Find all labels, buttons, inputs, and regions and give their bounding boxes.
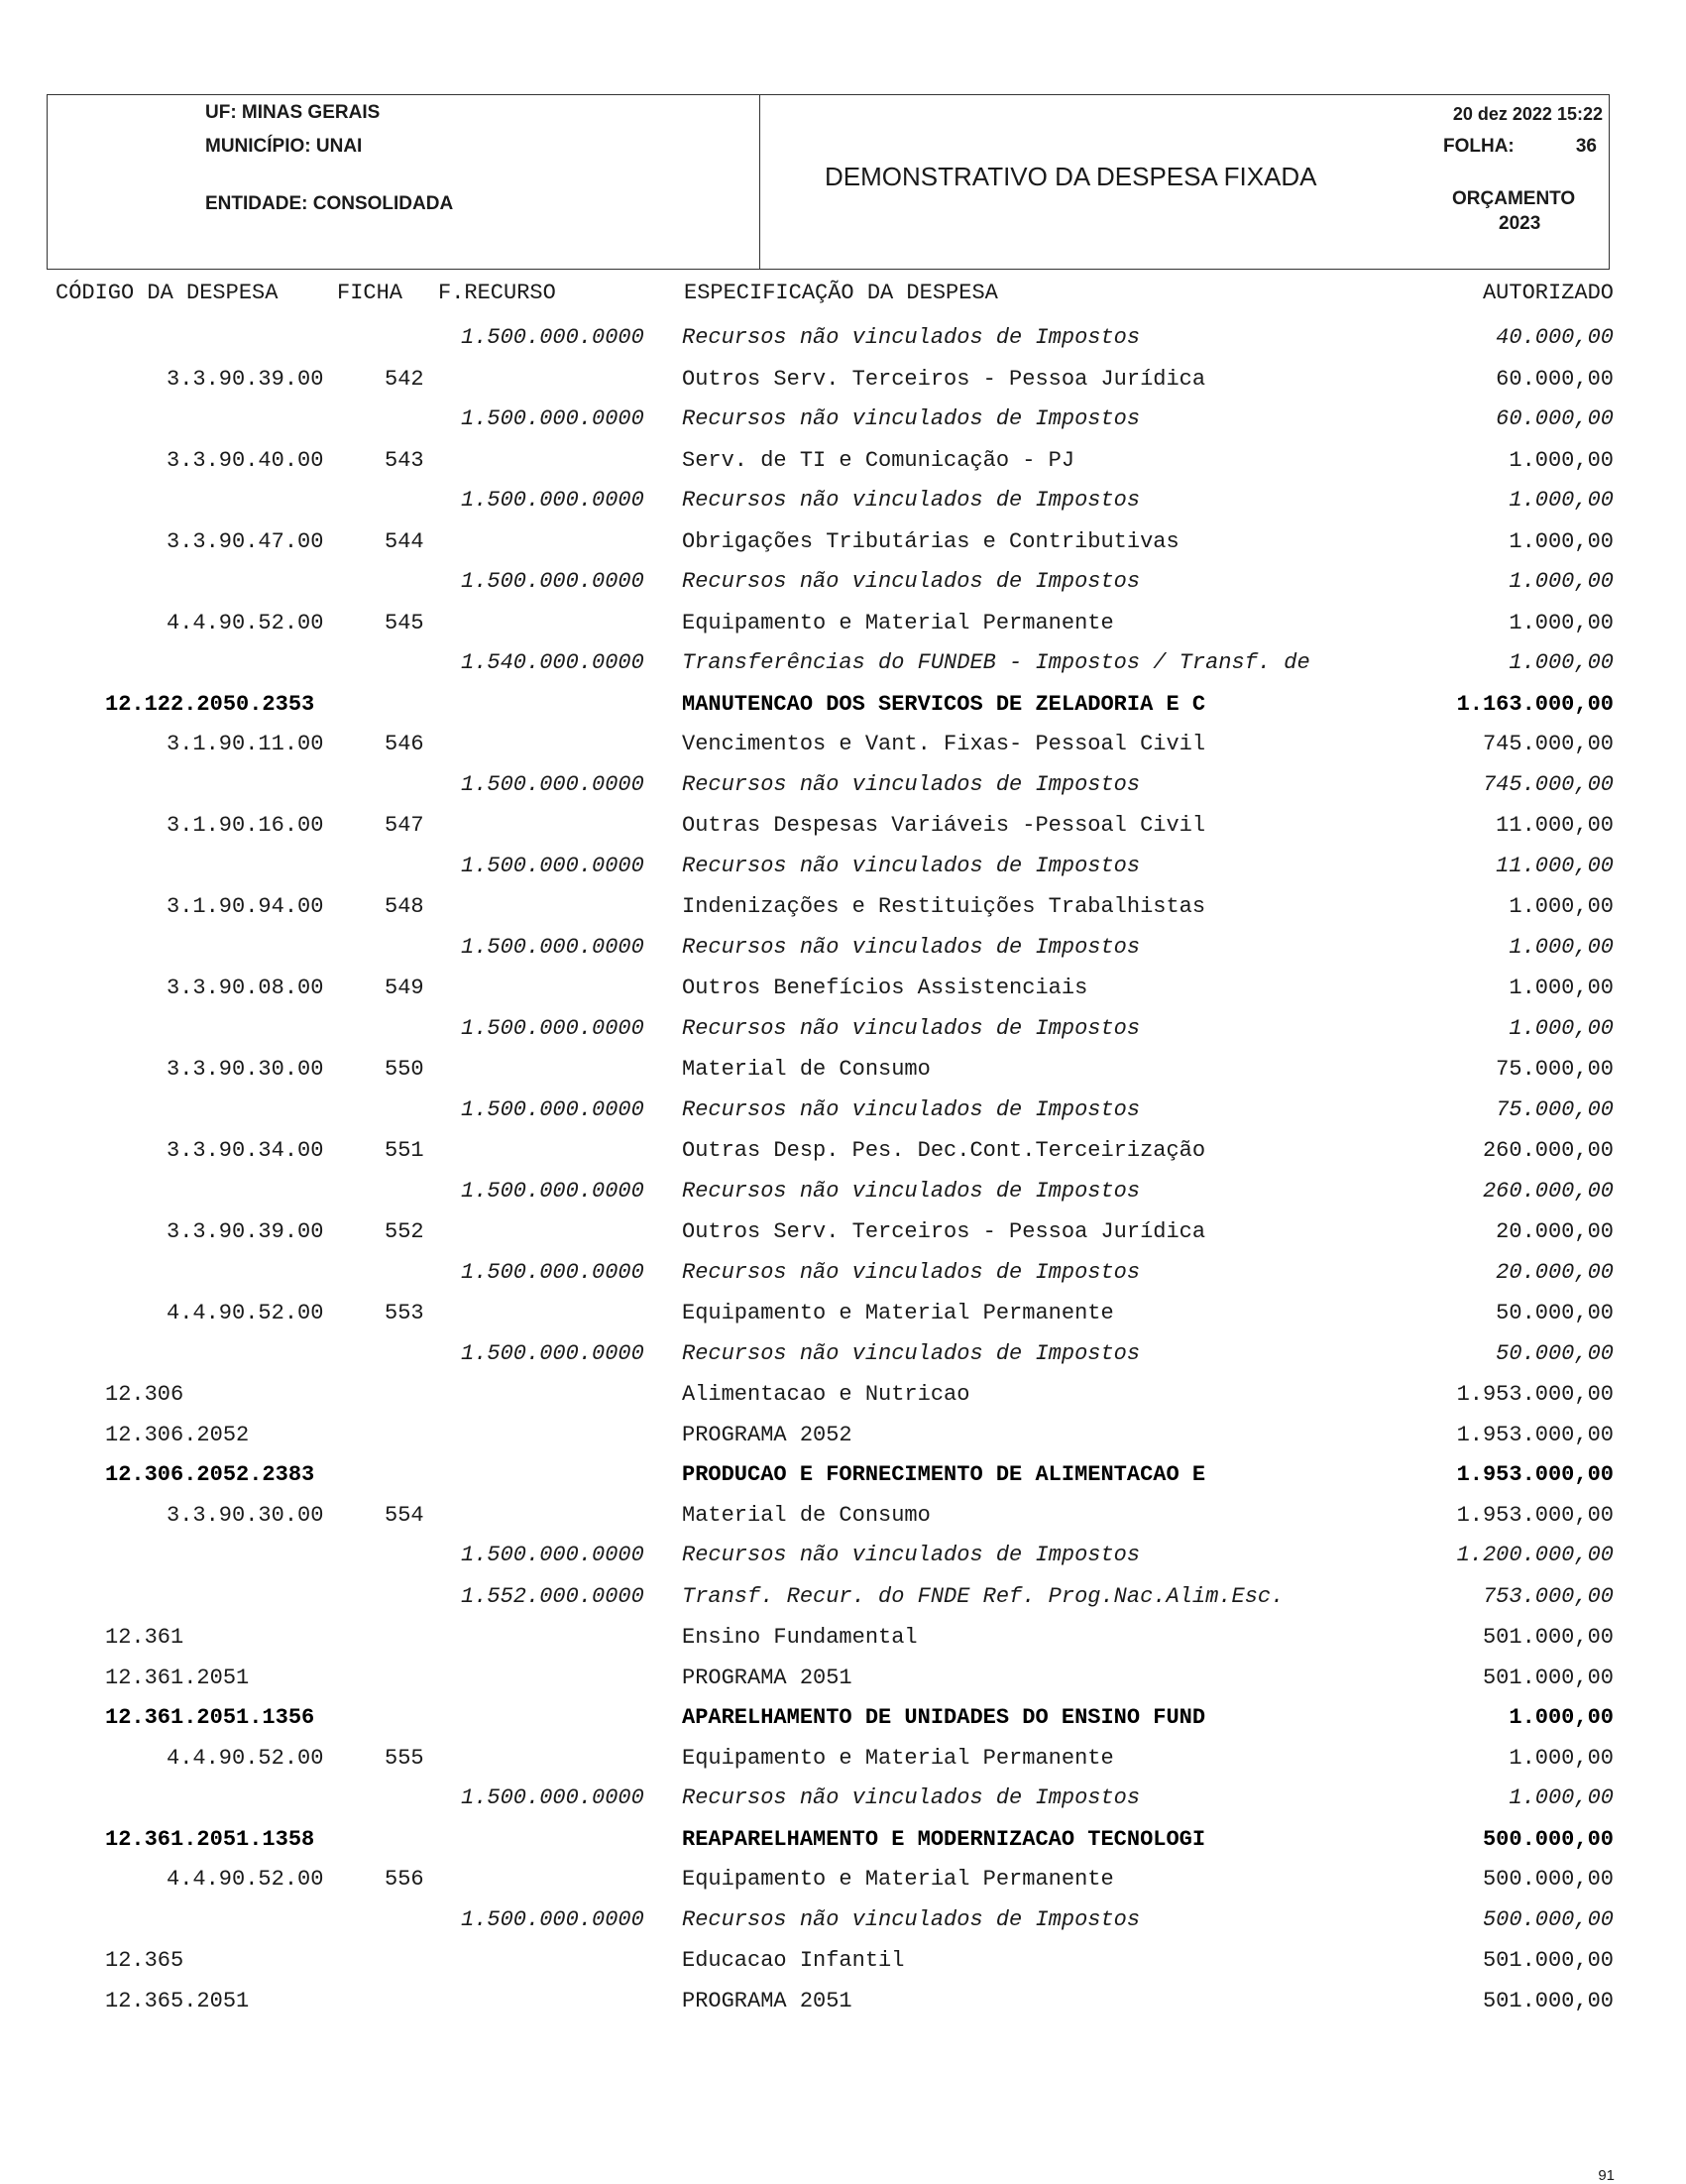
- expense-description: Indenizações e Restituições Trabalhistas: [682, 894, 1206, 919]
- expense-code: 3.1.90.94.00: [167, 894, 324, 919]
- col-header-autorizado: AUTORIZADO: [1482, 281, 1614, 305]
- expense-description: Recursos não vinculados de Impostos: [682, 1178, 1141, 1204]
- expense-code: 4.4.90.52.00: [167, 1867, 324, 1892]
- authorized-value: 1.953.000,00: [1456, 1422, 1614, 1447]
- table-row: [0, 1341, 1686, 1381]
- col-header-especificacao: ESPECIFICAÇÃO DA DESPESA: [684, 281, 998, 305]
- table-row: [0, 1138, 1686, 1178]
- expense-description: Equipamento e Material Permanente: [682, 1867, 1114, 1892]
- authorized-value: 1.000,00: [1509, 528, 1614, 554]
- ficha-number: 550: [385, 1057, 424, 1082]
- ficha-number: 544: [385, 528, 424, 554]
- expense-description: Equipamento e Material Permanente: [682, 1301, 1114, 1325]
- uf-label: UF: MINAS GERAIS: [205, 102, 381, 123]
- fonte-recurso: 1.500.000.0000: [461, 1178, 644, 1204]
- fonte-recurso: 1.500.000.0000: [461, 1785, 644, 1810]
- expense-description: Recursos não vinculados de Impostos: [682, 569, 1141, 594]
- ficha-number: 546: [385, 732, 424, 756]
- fonte-recurso: 1.500.000.0000: [461, 1906, 644, 1932]
- table-row: [0, 894, 1686, 934]
- expense-description: Serv. de TI e Comunicação - PJ: [682, 447, 1075, 473]
- authorized-value: 75.000,00: [1496, 1096, 1614, 1122]
- expense-description: PROGRAMA 2051: [682, 1665, 852, 1690]
- expense-description: Recursos não vinculados de Impostos: [682, 771, 1141, 797]
- expense-description: Recursos não vinculados de Impostos: [682, 1096, 1141, 1122]
- table-row: [0, 1666, 1686, 1705]
- fonte-recurso: 1.500.000.0000: [461, 1015, 644, 1041]
- authorized-value: 260.000,00: [1482, 1178, 1614, 1204]
- expense-code: 3.3.90.47.00: [167, 528, 324, 554]
- table-row: [0, 813, 1686, 853]
- authorized-value: 501.000,00: [1482, 1665, 1614, 1690]
- col-header-fonte: F.RECURSO: [438, 281, 556, 305]
- fonte-recurso: 1.552.000.0000: [461, 1583, 644, 1609]
- expense-code: 12.306.2052.2383: [105, 1462, 315, 1487]
- folha-label: FOLHA:: [1443, 136, 1515, 157]
- expense-code: 3.1.90.11.00: [167, 732, 324, 756]
- table-row: [0, 935, 1686, 975]
- expense-code: 3.3.90.08.00: [167, 976, 324, 1000]
- authorized-value: 1.000,00: [1509, 894, 1614, 919]
- table-row: [0, 1097, 1686, 1137]
- expense-description: Transf. Recur. do FNDE Ref. Prog.Nac.Alim.Esc.: [682, 1583, 1285, 1609]
- expense-description: Recursos não vinculados de Impostos: [682, 1015, 1141, 1041]
- expense-code: 3.3.90.40.00: [167, 447, 324, 473]
- authorized-value: 1.163.000,00: [1456, 691, 1614, 717]
- fonte-recurso: 1.500.000.0000: [461, 1259, 644, 1285]
- table-row: [0, 367, 1686, 406]
- authorized-value: 1.000,00: [1509, 569, 1614, 594]
- authorized-value: 1.000,00: [1509, 1785, 1614, 1810]
- authorized-value: 1.000,00: [1509, 1705, 1614, 1730]
- entidade-label: ENTIDADE: CONSOLIDADA: [205, 193, 454, 214]
- expense-description: PRODUCAO E FORNECIMENTO DE ALIMENTACAO E: [682, 1462, 1206, 1487]
- expense-description: Recursos não vinculados de Impostos: [682, 1543, 1141, 1567]
- expense-description: PROGRAMA 2051: [682, 1988, 852, 2013]
- authorized-value: 1.200.000,00: [1456, 1543, 1614, 1567]
- expense-code: 12.306: [105, 1382, 184, 1407]
- authorized-value: 50.000,00: [1496, 1340, 1614, 1366]
- authorized-value: 75.000,00: [1496, 1057, 1614, 1082]
- expense-description: Outras Despesas Variáveis -Pessoal Civil: [682, 813, 1206, 838]
- table-row: [0, 732, 1686, 771]
- expense-description: Equipamento e Material Permanente: [682, 1745, 1114, 1771]
- page-number: 91: [1598, 2167, 1615, 2184]
- fonte-recurso: 1.500.000.0000: [461, 1096, 644, 1122]
- ficha-number: 555: [385, 1745, 424, 1771]
- table-row: [0, 1827, 1686, 1867]
- table-row: [0, 854, 1686, 893]
- ficha-number: 553: [385, 1301, 424, 1325]
- ficha-number: 542: [385, 366, 424, 392]
- table-row: [0, 1989, 1686, 2028]
- authorized-value: 1.000,00: [1509, 1745, 1614, 1771]
- table-row: [0, 692, 1686, 732]
- fonte-recurso: 1.500.000.0000: [461, 1543, 644, 1567]
- authorized-value: 1.000,00: [1509, 1015, 1614, 1041]
- table-row: [0, 1584, 1686, 1624]
- orcamento-year: 2023: [1499, 213, 1541, 234]
- fonte-recurso: 1.500.000.0000: [461, 1340, 644, 1366]
- expense-description: Outras Desp. Pes. Dec.Cont.Terceirização: [682, 1138, 1206, 1163]
- orcamento-label: ORÇAMENTO: [1452, 188, 1576, 209]
- fonte-recurso: 1.540.000.0000: [461, 650, 644, 675]
- expense-code: 12.361.2051.1356: [105, 1705, 315, 1730]
- expense-description: Equipamento e Material Permanente: [682, 610, 1114, 635]
- table-row: [0, 650, 1686, 690]
- folha-value: 36: [1575, 136, 1597, 157]
- expense-description: Educacao Infantil: [682, 1948, 905, 1973]
- expense-code: 12.122.2050.2353: [105, 691, 315, 717]
- expense-description: Recursos não vinculados de Impostos: [682, 1906, 1141, 1932]
- expense-description: Recursos não vinculados de Impostos: [682, 934, 1141, 960]
- expense-description: Material de Consumo: [682, 1057, 931, 1082]
- municipio-label: MUNICÍPIO: UNAI: [205, 136, 363, 157]
- expense-code: 12.306.2052: [105, 1422, 250, 1447]
- table-row: [0, 1301, 1686, 1340]
- table-row: [0, 1503, 1686, 1543]
- table-row: [0, 325, 1686, 365]
- authorized-value: 260.000,00: [1482, 1138, 1614, 1163]
- table-row: [0, 611, 1686, 650]
- authorized-value: 1.000,00: [1509, 488, 1614, 513]
- authorized-value: 501.000,00: [1482, 1625, 1614, 1650]
- table-row: [0, 1016, 1686, 1056]
- table-row: [0, 1867, 1686, 1906]
- authorized-value: 1.000,00: [1509, 447, 1614, 473]
- expense-code: 12.365.2051: [105, 1988, 250, 2013]
- col-header-ficha: FICHA: [337, 281, 403, 305]
- table-row: [0, 1746, 1686, 1785]
- table-row: [0, 772, 1686, 812]
- expense-description: Outros Benefícios Assistenciais: [682, 976, 1088, 1000]
- report-datetime: 20 dez 2022 15:22: [1452, 104, 1603, 124]
- expense-code: 4.4.90.52.00: [167, 1301, 324, 1325]
- expense-code: 3.3.90.34.00: [167, 1138, 324, 1163]
- table-row: [0, 1543, 1686, 1582]
- expense-code: 12.361.2051.1358: [105, 1826, 315, 1852]
- expense-code: 12.361.2051: [105, 1665, 250, 1690]
- table-row: [0, 488, 1686, 527]
- expense-description: REAPARELHAMENTO E MODERNIZACAO TECNOLOGI: [682, 1826, 1206, 1852]
- ficha-number: 556: [385, 1867, 424, 1892]
- expense-description: Alimentacao e Nutricao: [682, 1382, 970, 1407]
- expense-description: Recursos não vinculados de Impostos: [682, 1259, 1141, 1285]
- authorized-value: 1.000,00: [1509, 976, 1614, 1000]
- authorized-value: 40.000,00: [1496, 325, 1614, 350]
- expense-code: 12.361: [105, 1625, 184, 1650]
- table-row: [0, 1382, 1686, 1422]
- authorized-value: 11.000,00: [1496, 813, 1614, 838]
- authorized-value: 1.000,00: [1509, 610, 1614, 635]
- table-row: [0, 1219, 1686, 1259]
- expense-description: Obrigações Tributárias e Contributivas: [682, 528, 1180, 554]
- expense-description: PROGRAMA 2052: [682, 1422, 852, 1447]
- authorized-value: 501.000,00: [1482, 1948, 1614, 1973]
- table-row: [0, 1057, 1686, 1096]
- expense-description: MANUTENCAO DOS SERVICOS DE ZELADORIA E C: [682, 691, 1206, 717]
- table-row: [0, 569, 1686, 609]
- table-row: [0, 406, 1686, 446]
- authorized-value: 501.000,00: [1482, 1988, 1614, 2013]
- table-row: [0, 529, 1686, 569]
- ficha-number: 545: [385, 610, 424, 635]
- fonte-recurso: 1.500.000.0000: [461, 771, 644, 797]
- expense-code: 3.3.90.39.00: [167, 366, 324, 392]
- expense-code: 4.4.90.52.00: [167, 610, 324, 635]
- ficha-number: 549: [385, 976, 424, 1000]
- fonte-recurso: 1.500.000.0000: [461, 934, 644, 960]
- ficha-number: 547: [385, 813, 424, 838]
- authorized-value: 500.000,00: [1482, 1826, 1614, 1852]
- ficha-number: 551: [385, 1138, 424, 1163]
- expense-code: 3.1.90.16.00: [167, 813, 324, 838]
- fonte-recurso: 1.500.000.0000: [461, 325, 644, 350]
- document-title: DEMONSTRATIVO DA DESPESA FIXADA: [825, 162, 1317, 191]
- ficha-number: 548: [385, 894, 424, 919]
- authorized-value: 60.000,00: [1496, 406, 1614, 431]
- authorized-value: 753.000,00: [1482, 1583, 1614, 1609]
- authorized-value: 20.000,00: [1496, 1219, 1614, 1244]
- expense-description: Material de Consumo: [682, 1502, 931, 1528]
- table-row: [0, 1907, 1686, 1947]
- authorized-value: 500.000,00: [1482, 1906, 1614, 1932]
- expense-description: Recursos não vinculados de Impostos: [682, 406, 1141, 431]
- authorized-value: 20.000,00: [1496, 1259, 1614, 1285]
- authorized-value: 500.000,00: [1482, 1867, 1614, 1892]
- expense-description: Ensino Fundamental: [682, 1625, 918, 1650]
- expense-code: 4.4.90.52.00: [167, 1745, 324, 1771]
- table-row: [0, 1705, 1686, 1745]
- table-row: [0, 1260, 1686, 1300]
- expense-description: Recursos não vinculados de Impostos: [682, 325, 1141, 350]
- ficha-number: 552: [385, 1219, 424, 1244]
- authorized-value: 745.000,00: [1482, 732, 1614, 756]
- table-row: [0, 1785, 1686, 1825]
- expense-description: Vencimentos e Vant. Fixas- Pessoal Civil: [682, 732, 1206, 756]
- col-header-codigo: CÓDIGO DA DESPESA: [56, 281, 279, 305]
- ficha-number: 554: [385, 1502, 424, 1528]
- fonte-recurso: 1.500.000.0000: [461, 569, 644, 594]
- authorized-value: 50.000,00: [1496, 1301, 1614, 1325]
- expense-code: 12.365: [105, 1948, 184, 1973]
- table-row: [0, 976, 1686, 1015]
- expense-description: Recursos não vinculados de Impostos: [682, 853, 1141, 878]
- expense-description: APARELHAMENTO DE UNIDADES DO ENSINO FUND: [682, 1705, 1206, 1730]
- expense-description: Outros Serv. Terceiros - Pessoa Jurídica: [682, 366, 1206, 392]
- ficha-number: 543: [385, 447, 424, 473]
- expense-description: Outros Serv. Terceiros - Pessoa Jurídica: [682, 1219, 1206, 1244]
- fonte-recurso: 1.500.000.0000: [461, 853, 644, 878]
- authorized-value: 1.000,00: [1509, 650, 1614, 675]
- expense-code: 3.3.90.39.00: [167, 1219, 324, 1244]
- table-row: [0, 448, 1686, 488]
- authorized-value: 1.953.000,00: [1456, 1502, 1614, 1528]
- expense-description: Recursos não vinculados de Impostos: [682, 1785, 1141, 1810]
- table-row: [0, 1179, 1686, 1218]
- table-row: [0, 1423, 1686, 1462]
- expense-code: 3.3.90.30.00: [167, 1502, 324, 1528]
- expense-description: Transferências do FUNDEB - Impostos / Transf. de: [682, 650, 1310, 675]
- expense-description: Recursos não vinculados de Impostos: [682, 488, 1141, 513]
- table-row: [0, 1948, 1686, 1988]
- table-row: [0, 1625, 1686, 1665]
- authorized-value: 1.000,00: [1509, 934, 1614, 960]
- authorized-value: 60.000,00: [1496, 366, 1614, 392]
- authorized-value: 1.953.000,00: [1456, 1462, 1614, 1487]
- expense-description: Recursos não vinculados de Impostos: [682, 1340, 1141, 1366]
- authorized-value: 1.953.000,00: [1456, 1382, 1614, 1407]
- table-row: [0, 1462, 1686, 1502]
- authorized-value: 745.000,00: [1482, 771, 1614, 797]
- fonte-recurso: 1.500.000.0000: [461, 406, 644, 431]
- expense-code: 3.3.90.30.00: [167, 1057, 324, 1082]
- fonte-recurso: 1.500.000.0000: [461, 488, 644, 513]
- authorized-value: 11.000,00: [1496, 853, 1614, 878]
